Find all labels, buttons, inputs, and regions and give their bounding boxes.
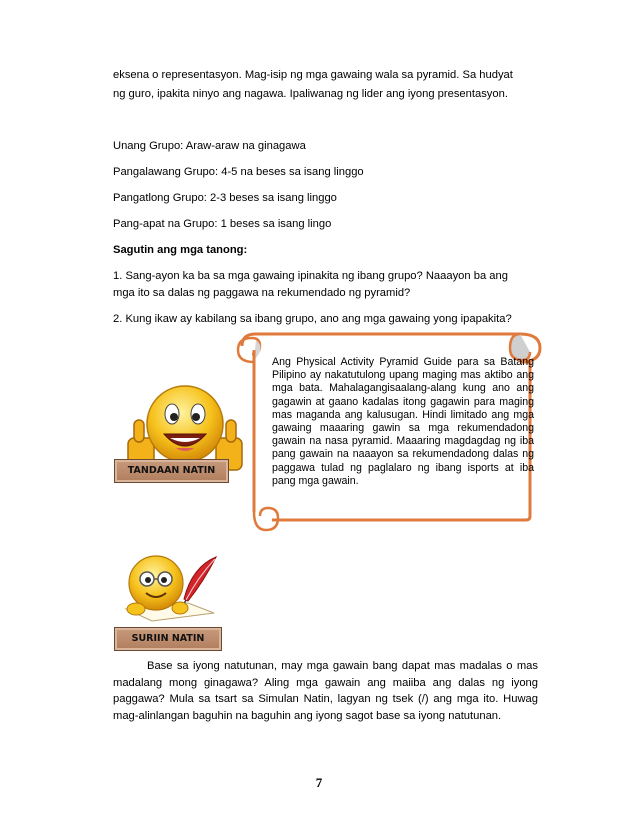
question-2: 2. Kung ikaw ay kabilang sa ibang grupo, ano ang mga gawaing yong ipapakita?	[113, 313, 512, 325]
tandaan-text: Ang Physical Activity Pyramid Guide para sa Batang Pilipino ay nakatutulong upang maging mas aktibo ang mga bata. Mahalagangisaalang-alang kung ano ang gagawin at gaano kadalas itong gagawin para maging mas maganda ang kalusugan. Hindi limitado ang mga gawaing maaaring gawin sa mga rekumendadong gawain na nasa pyramid. Maaaring magdagdag ng iba pang gawain na naaayon sa rekumendadong dalas ng paggawa tulad ng paglalaro ng ibang isports at iba pang mga gawain.	[272, 356, 534, 487]
question-1-line-2: mga ito sa dalas ng paggawa na rekumendado ng pyramid?	[113, 287, 411, 299]
page-number: 7	[315, 775, 323, 790]
writing-smiley-icon	[118, 553, 228, 631]
intro-line-2: ng guro, ipakita ninyo ang nagawa. Ipaliwanag ng lider ang iyong presentasyon.	[113, 88, 508, 100]
suriin-natin-badge: SURIIN NATIN	[114, 627, 222, 651]
question-1-line-1: 1. Sang-ayon ka ba sa mga gawaing ipinakita ng ibang grupo? Naaayon ba ang	[113, 270, 508, 282]
tandaan-natin-badge: TANDAAN NATIN	[114, 459, 229, 483]
group-1: Unang Grupo: Araw-araw na ginagawa	[113, 140, 306, 152]
group-4: Pang-apat na Grupo: 1 beses sa isang lingo	[113, 218, 332, 230]
intro-line-1: eksena o representasyon. Mag-isip ng mga gawaing wala sa pyramid. Sa hudyat	[113, 69, 513, 81]
group-2: Pangalawang Grupo: 4-5 na beses sa isang linggo	[113, 166, 364, 178]
questions-heading: Sagutin ang mga tanong:	[113, 244, 248, 256]
closing-paragraph: Base sa iyong natutunan, may mga gawain bang dapat mas madalas o mas madalang mong ginagawa? Aling mga gawain ang maiiba ang dalas ng iyong paggawa? Mula sa tsart sa Simulan Natin, lagyan ng tsek (/) ang mga ito. Huwag mag-alinlangan baguhin na baguhin ang iyong sagot base sa iyong natutunan.	[113, 660, 538, 722]
group-3: Pangatlong Grupo: 2-3 beses sa isang linggo	[113, 192, 337, 204]
